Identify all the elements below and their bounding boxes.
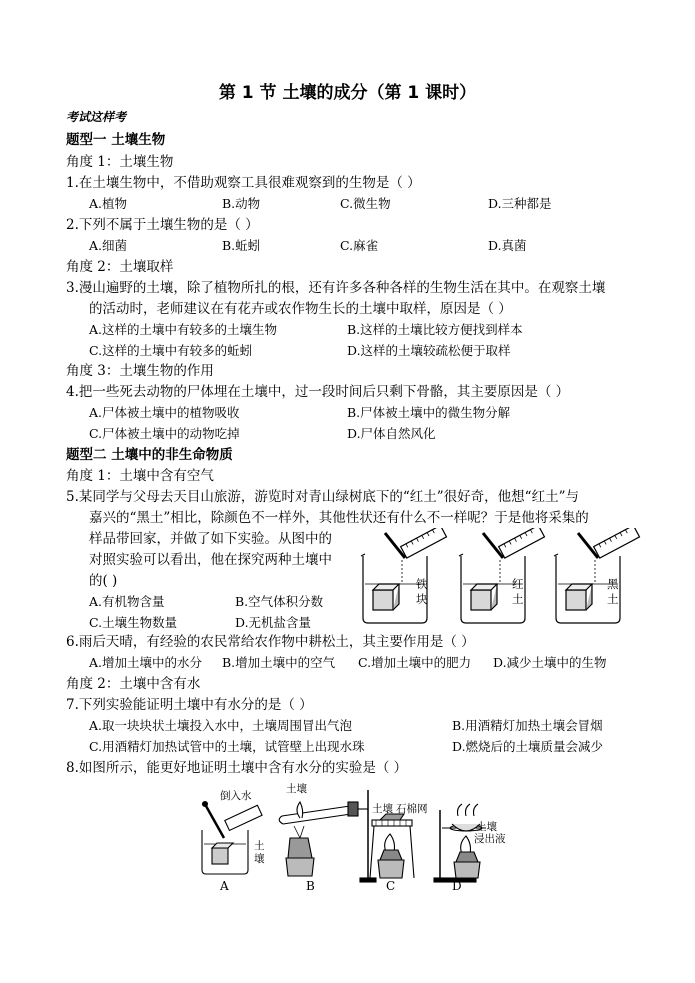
label-b: B — [306, 879, 315, 893]
option-c: C.这样的土壤中有较多的蚯蚓 — [89, 343, 253, 358]
apparatus-c — [370, 814, 414, 878]
option-b: B.动物 — [222, 196, 261, 211]
option-a: A.植物 — [89, 196, 128, 211]
beaker-red-soil — [459, 528, 544, 623]
question-8-stem: 8.如图所示，能更好地证明土壤中含有水分的实验是（ ） — [66, 760, 408, 776]
label-red-1: 红 — [512, 577, 524, 591]
question-5-line-4: 对照实验可以看出，他在探究两种土壤中 — [89, 552, 332, 568]
option-d: D.减少土壤中的生物 — [493, 655, 607, 670]
angle-heading: 角度 2：土壤中含有水 — [66, 676, 201, 692]
label-a: A — [220, 879, 229, 893]
question-2-stem: 2.下列不属于土壤生物的是（ ） — [66, 217, 259, 233]
option-c: C.尸体被土壤中的动物吃掉 — [89, 426, 240, 441]
option-d: D.真菌 — [488, 238, 527, 253]
option-b: B.增加土壤中的空气 — [222, 655, 336, 670]
option-a: A.尸体被土壤中的植物吸收 — [89, 405, 240, 420]
label-extract-1: 土壤 — [476, 821, 497, 833]
page-title: 第 1 节 土壤的成分（第 1 课时） — [218, 83, 477, 103]
label-iron-1: 铁 — [416, 577, 428, 591]
option-a: A.这样的土壤中有较多的土壤生物 — [89, 322, 278, 337]
q8-apparatus-figure — [190, 780, 520, 895]
label-red-2: 土 — [512, 592, 524, 606]
label-soil-a-2: 壤 — [254, 853, 265, 865]
type-heading-2: 题型二 土壤中的非生命物质 — [66, 447, 233, 463]
question-4-stem: 4.把一些死去动物的尸体埋在土壤中，过一段时间后只剩下骨骼，其主要原因是（ ） — [66, 384, 570, 400]
question-1-stem: 1.在土壤生物中，不借助观察工具很难观察到的生物是（ ） — [66, 175, 421, 191]
option-a: A.有机物含量 — [89, 594, 165, 609]
section-label: 考试这样考 — [66, 110, 127, 124]
option-b: B.蚯蚓 — [222, 238, 261, 253]
angle-heading: 角度 1：土壤中含有空气 — [66, 468, 214, 484]
option-d: D.燃烧后的土壤质量会减少 — [452, 739, 604, 754]
option-c: C.土壤生物数量 — [89, 615, 178, 630]
label-pour-water: 倒入水 — [220, 790, 252, 802]
angle-heading: 角度 1：土壤生物 — [66, 154, 174, 170]
option-d: D.尸体自然风化 — [347, 426, 436, 441]
option-d: D.三种都是 — [488, 196, 552, 211]
option-a: A.细菌 — [89, 238, 128, 253]
question-3-line-2: 的活动时，老师建议在有花卉或农作物生长的土壤中取样，原因是（ ） — [89, 301, 512, 317]
option-a: A.取一块块状土壤投入水中，土壤周围冒出气泡 — [89, 718, 353, 733]
option-d: D.这样的土壤较疏松便于取样 — [347, 343, 511, 358]
label-extract-2: 浸出液 — [474, 833, 506, 845]
type-heading-1: 题型一 土壤生物 — [66, 132, 166, 148]
question-3-line-1: 3.漫山遍野的土壤，除了植物所扎的根，还有许多各种各样的生物生活在其中。在观察土壤 — [66, 280, 606, 296]
label-soil-a-1: 土 — [254, 840, 265, 852]
option-a: A.增加土壤中的水分 — [89, 655, 203, 670]
question-7-stem: 7.下列实验能证明土壤中有水分的是（ ） — [66, 697, 313, 713]
label-soil-c: 土壤 — [372, 803, 393, 815]
q5-beaker-figure — [355, 528, 645, 628]
option-c: C.用酒精灯加热试管中的土壤，试管壁上出现水珠 — [89, 739, 365, 754]
option-c: C.微生物 — [340, 196, 391, 211]
option-c: C.麻雀 — [340, 238, 379, 253]
angle-heading: 角度 2：土壤取样 — [66, 259, 174, 275]
angle-heading: 角度 3：土壤生物的作用 — [66, 363, 214, 379]
option-b: B.用酒精灯加热土壤会冒烟 — [452, 718, 603, 733]
beaker-iron-block — [361, 528, 446, 623]
label-iron-2: 块 — [416, 592, 428, 606]
question-5-line-3: 样品带回家，并做了如下实验。从图中的 — [89, 531, 332, 547]
question-5-line-2: 嘉兴的“黑土”相比，除颜色不一样外，其他性状还有什么不一样呢？于是他将采集的 — [89, 510, 589, 526]
option-b: B.尸体被土壤中的微生物分解 — [347, 405, 511, 420]
label-soil-b: 土壤 — [286, 783, 307, 795]
question-5-line-5: 的( ) — [89, 573, 118, 589]
question-6-stem: 6.雨后天晴，有经验的农民常给农作物中耕松土，其主要作用是（ ） — [66, 634, 475, 650]
question-5-line-1: 5.某同学与父母去天目山旅游，游览时对青山绿树底下的“红土”很好奇，他想“红土”与 — [66, 489, 579, 505]
option-b: B.空气体积分数 — [235, 594, 324, 609]
label-black-2: 土 — [607, 592, 619, 606]
beaker-black-soil — [554, 528, 639, 623]
option-b: B.这样的土壤比较方便找到样本 — [347, 322, 523, 337]
apparatus-b — [279, 790, 376, 882]
option-c: C.增加土壤中的肥力 — [358, 655, 472, 670]
label-black-1: 黑 — [607, 577, 619, 591]
label-c: C — [386, 879, 396, 893]
option-d: D.无机盐含量 — [235, 615, 312, 630]
label-d: D — [452, 879, 462, 893]
label-asbestos-net: 石棉网 — [396, 803, 428, 815]
